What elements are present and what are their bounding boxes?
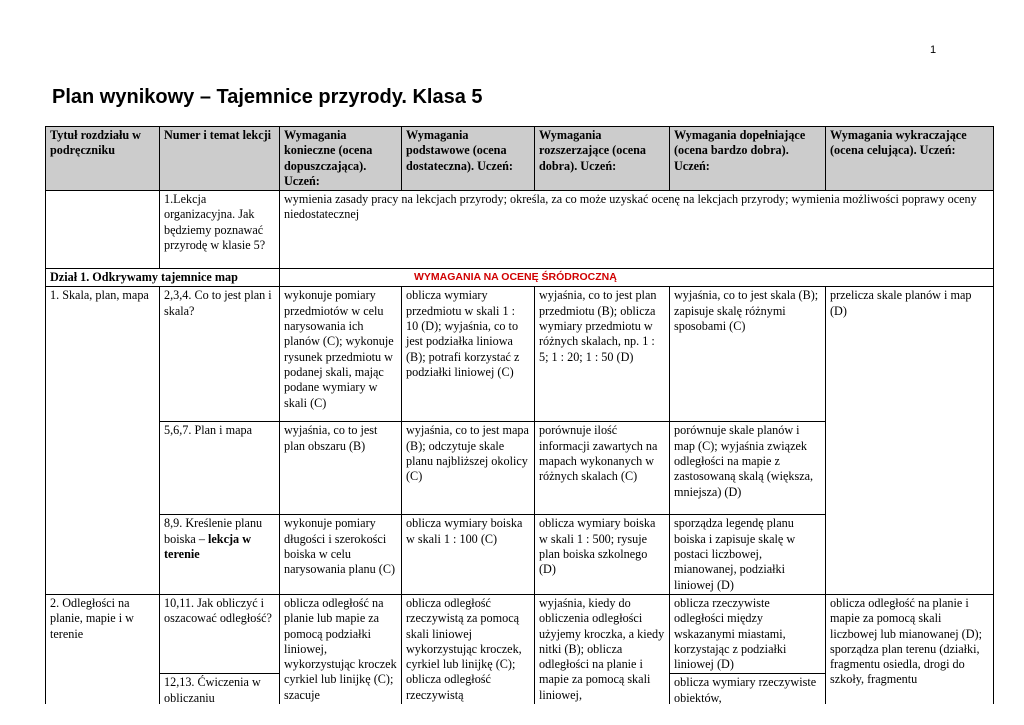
basic-cell: wyjaśnia, co to jest mapa (B); odczytuje skale planu najbliższej okolicy (C) — [402, 422, 535, 515]
extended-cell: wyjaśnia, kiedy do obliczenia odległości użyjemy kroczka, a kiedy nitki (B); oblicza odległości na planie i mapie za pomocą skali liniowej, — [535, 594, 670, 704]
header-chapter: Tytuł rozdziału w podręczniku — [46, 127, 160, 191]
extended-cell: oblicza wymiary boiska w skali 1 : 500; rysuje plan boiska szkolnego (D) — [535, 515, 670, 594]
complementary-cell: oblicza wymiary rzeczywiste obiektów, — [670, 674, 826, 704]
lesson-title: 8,9. Kreślenie planu boiska – — [164, 516, 263, 546]
extended-cell: porównuje ilość informacji zawartych na mapach wykonanych w różnych skalach (C) — [535, 422, 670, 515]
header-lesson: Numer i temat lekcji — [160, 127, 280, 191]
plan-table — [45, 126, 994, 704]
exceeding-cell: oblicza odległość na planie i mapie za pomocą skali liczbowej lub mianowanej (D); sporządza plan terenu (działki, fragmentu osiedla, drogi do szkoły, fragmentu — [826, 594, 994, 704]
basic-cell: oblicza wymiary przedmiotu w skali 1 : 10 (D); wyjaśnia, co to jest podziałka liniowa (B); potrafi korzystać z podziałki liniowej (C) — [402, 287, 535, 422]
extended-cell: wyjaśnia, co to jest plan przedmiotu (B); oblicza wymiary przedmiotu w różnych skalach, np. 1 : 5; 1 : 20; 1 : 50 (D) — [535, 287, 670, 422]
lesson-cell: 5,6,7. Plan i mapa — [160, 422, 280, 515]
complementary-cell: sporządza legendę planu boiska i zapisuje skalę w postaci liczbowej, mianowanej, podziałki liniowej (D) — [670, 515, 826, 594]
lesson-cell — [160, 515, 280, 594]
table-row — [46, 287, 994, 422]
header-extended: Wymagania rozszerzające (ocena dobra). Uczeń: — [535, 127, 670, 191]
basic-cell: oblicza wymiary boiska w skali 1 : 100 (C) — [402, 515, 535, 594]
table-row — [46, 594, 994, 673]
section-requirement-label: WYMAGANIA NA OCENĘ ŚRÓDROCZNĄ — [280, 269, 994, 287]
intro-row — [46, 191, 994, 269]
header-basic: Wymagania podstawowe (ocena dostateczna). Uczeń: — [402, 127, 535, 191]
lesson-field-note: lekcja w terenie — [164, 531, 251, 562]
header-complementary: Wymagania dopełniające (ocena bardzo dobra). Uczeń: — [670, 127, 826, 191]
complementary-cell: wyjaśnia, co to jest skala (B); zapisuje skalę różnymi sposobami (C) — [670, 287, 826, 422]
chapter-cell: 2. Odległości na planie, mapie i w terenie — [46, 594, 160, 704]
complementary-cell: oblicza rzeczywiste odległości między wskazanymi miastami, korzystając z podziałki liniowej (D) — [670, 594, 826, 673]
required-cell: wykonuje pomiary długości i szerokości boiska w celu narysowania planu (C) — [280, 515, 402, 594]
intro-chapter-cell — [46, 191, 160, 269]
header-row — [46, 127, 994, 191]
intro-text: wymienia zasady pracy na lekcjach przyrody; określa, za co może uzyskać ocenę na lekcjach przyrody; wymienia możliwości poprawy oceny niedostatecznej — [280, 191, 994, 269]
basic-cell: oblicza odległość rzeczywistą za pomocą skali liniowej wykorzystując kroczek, cyrkiel lub linijkę (C); oblicza odległość rzeczywistą — [402, 594, 535, 704]
section-title: Dział 1. Odkrywamy tajemnice map — [46, 269, 280, 287]
complementary-cell: porównuje skale planów i map (C); wyjaśnia związek odległości na mapie z zastosowaną skalą (większa, mniejsza) (D) — [670, 422, 826, 515]
chapter-cell: 1. Skala, plan, mapa — [46, 287, 160, 594]
header-required: Wymagania konieczne (ocena dopuszczająca). Uczeń: — [280, 127, 402, 191]
lesson-cell: 10,11. Jak obliczyć i oszacować odległość? — [160, 594, 280, 673]
required-cell: oblicza odległość na planie lub mapie za pomocą podziałki liniowej, wykorzystując kroczek cyrkiel lub linijkę (C); szacuje — [280, 594, 402, 704]
header-exceeding: Wymagania wykraczające (ocena celująca). Uczeń: — [826, 127, 994, 191]
page-number: 1 — [930, 44, 937, 56]
required-cell: wykonuje pomiary przedmiotów w celu narysowania ich planów (C); wykonuje rysunek przedmiotu w podanej skali, mając podane wymiary w skali (C) — [280, 287, 402, 422]
document-title: Plan wynikowy – Tajemnice przyrody. Klasa 5 — [52, 86, 483, 108]
required-cell: wyjaśnia, co to jest plan obszaru (B) — [280, 422, 402, 515]
section-row — [46, 269, 994, 287]
exceeding-cell: przelicza skale planów i map (D) — [826, 287, 994, 594]
lesson-cell: 2,3,4. Co to jest plan i skala? — [160, 287, 280, 422]
intro-lesson: 1.Lekcja organizacyjna. Jak będziemy poznawać przyrodę w klasie 5? — [160, 191, 280, 269]
lesson-cell: 12,13. Ćwiczenia w obliczaniu — [160, 674, 280, 704]
